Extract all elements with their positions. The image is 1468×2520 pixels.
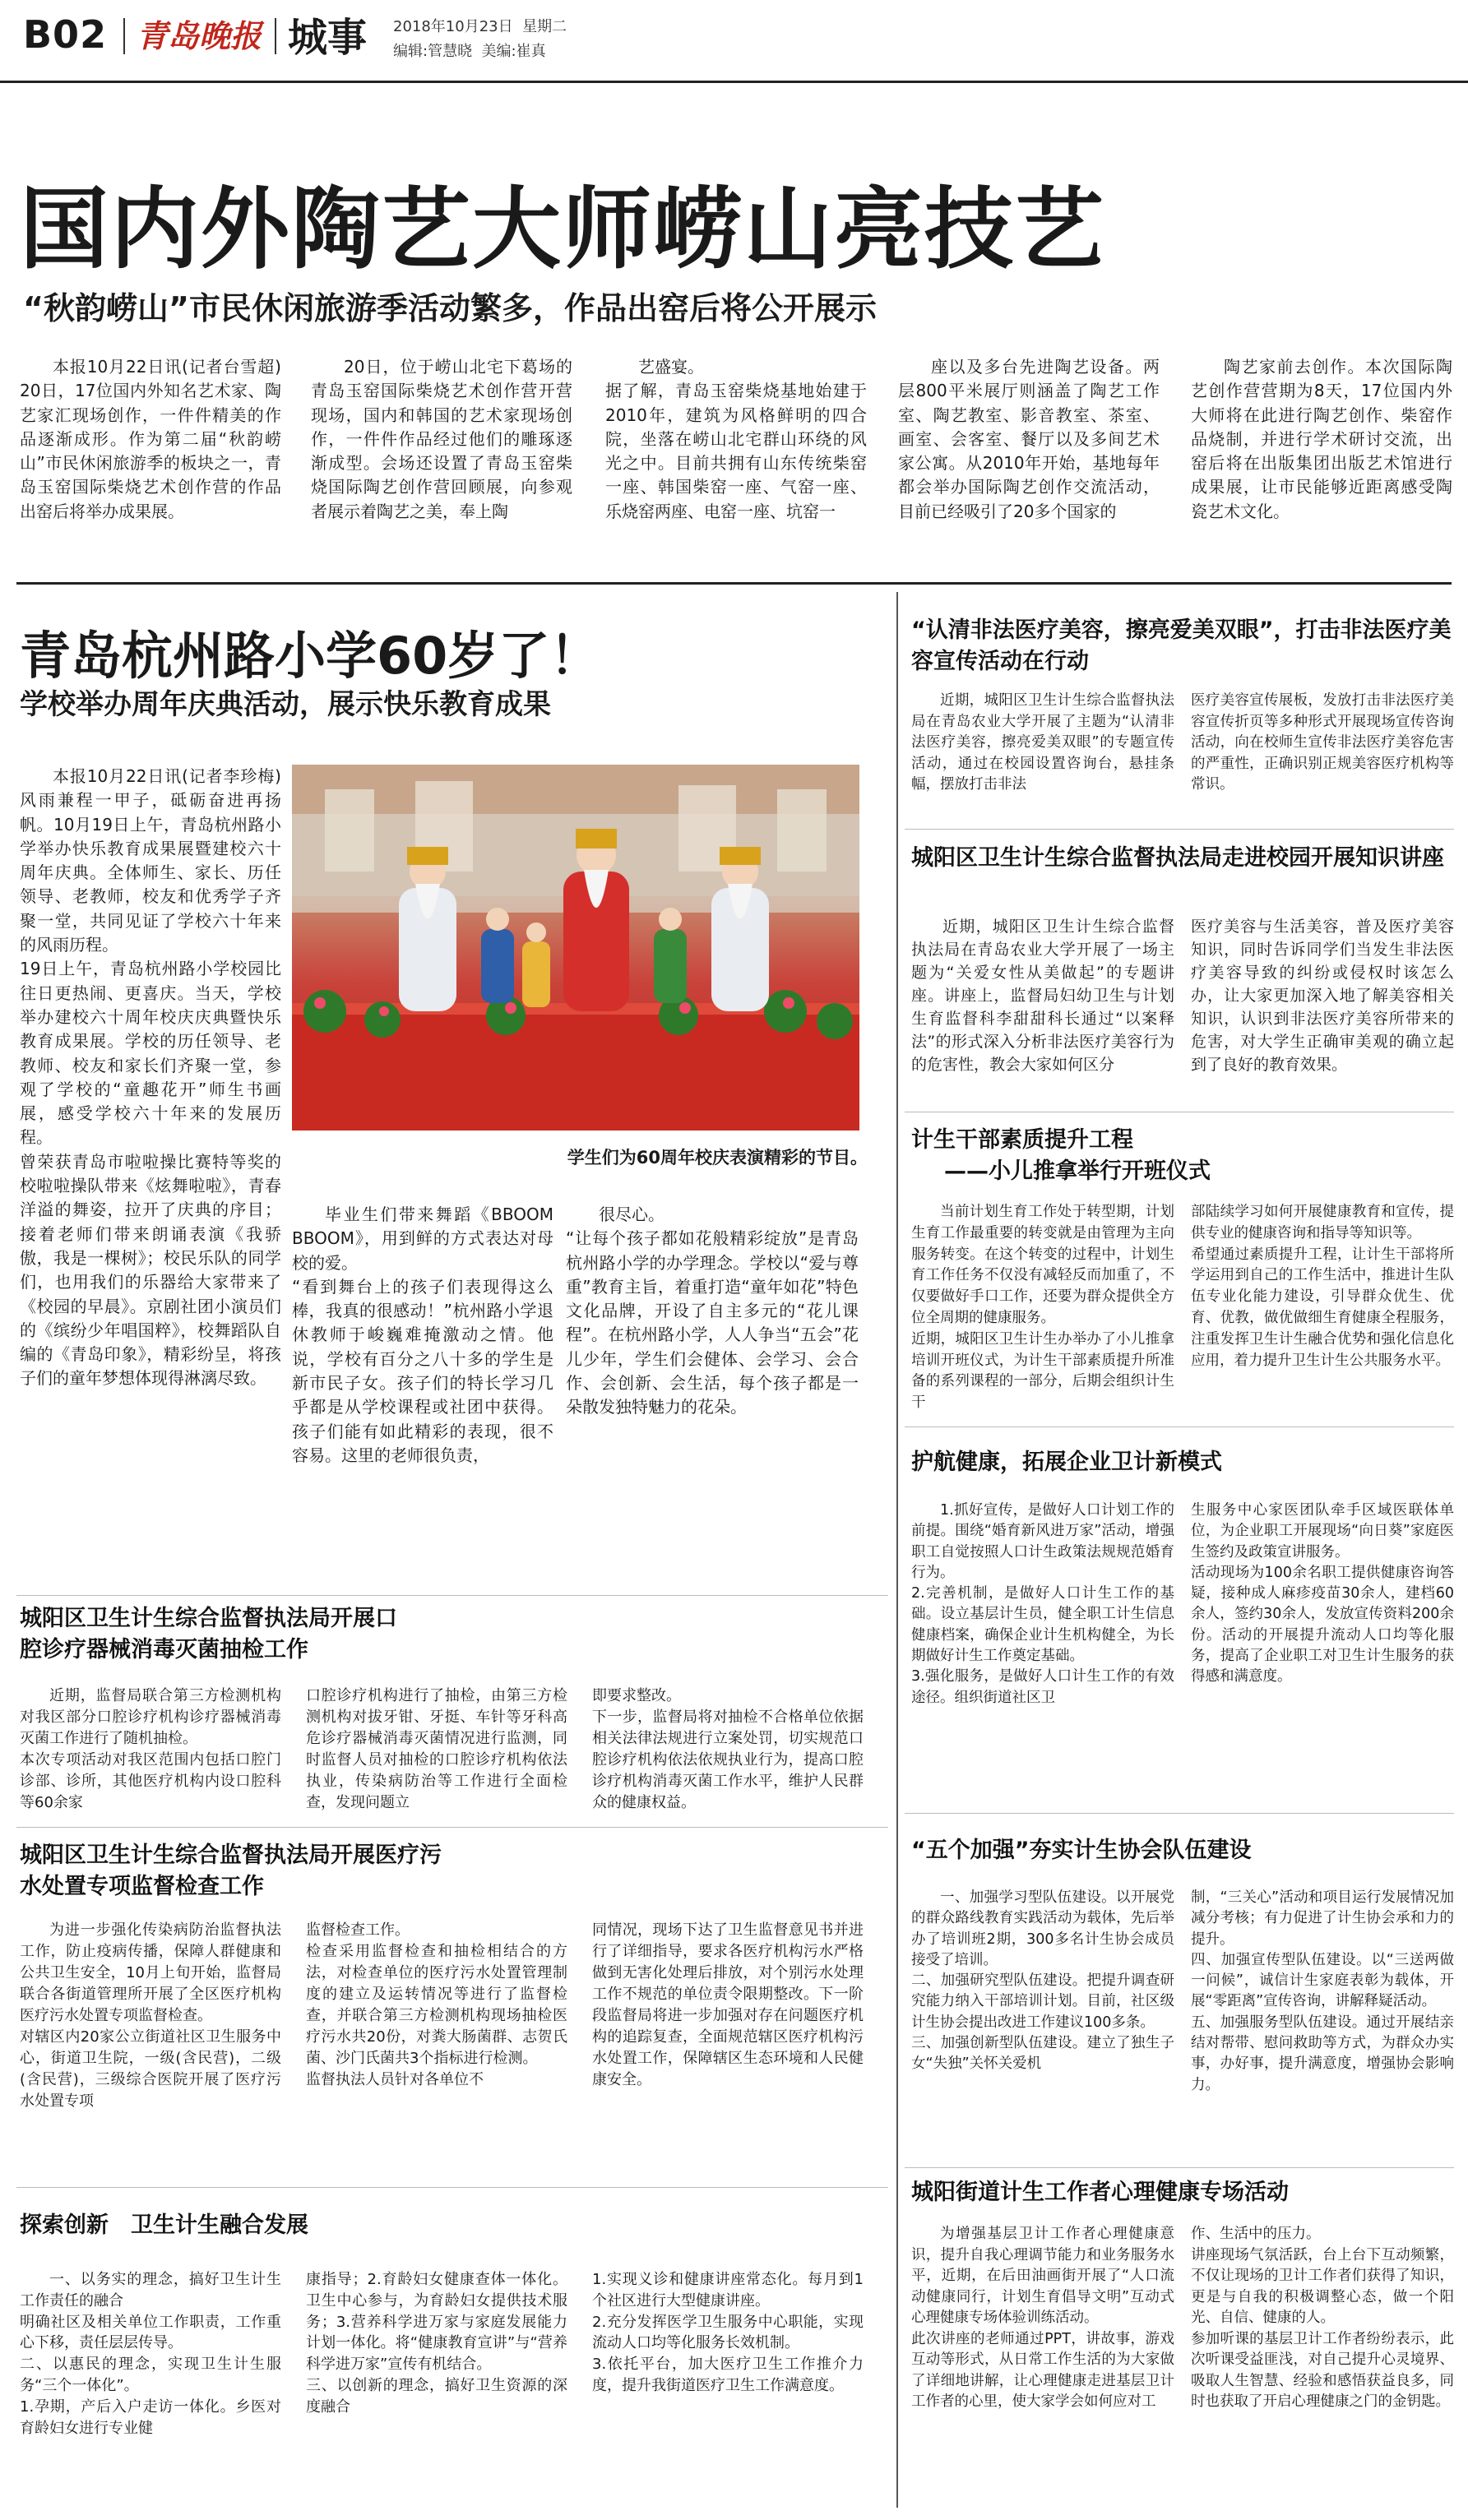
ad1-col-1: 近期，城阳区卫生计生综合监督执法局在青岛农业大学开展了主题为“认清非法医疗美容，擦亮爱美双眼”的专题宣传活动，通过在校园设置咨询台，悬挂条幅，摆放打击非法 [911, 692, 1174, 793]
ad3-col-1: 当前计划生育工作处于转型期，计划生育工作最重要的转变就是由管理为主向服务转变。在这个转变的过程中，计划生育工作任务不仅没有减轻反而加重了，不仅要做好手口工作，还要为群众提供全方位全周期的健康服务。 近期，城阳区卫生计生办举办了小儿推拿培训开班仪式，为计生干部素质提升所准备的系列课程的一部分，后期会组织计生干 [911, 1204, 1174, 1412]
ad3-subtitle: ——小儿推拿举行开班仪式 [944, 1158, 1211, 1184]
ad8-title: 城阳区卫生计生综合监督执法局开展医疗污水处置专项监督检查工作 [20, 1843, 442, 1899]
ad5-rule [905, 2167, 1454, 2168]
masthead [0, 0, 1468, 82]
ad6-col-2: 作、生活中的压力。 讲座现场气氛活跃，台上台下互动频繁，不仅让现场的卫计工作者们获得了知识，更是与自我的积极调整心态，做一个阳光、自信、健康的人。 参加听课的基层卫计工作者纷纷表示，此次听课受益匪浅，对自己提升心灵境界、吸取人生智慧、经验和感悟获益良多，同时也获取了开启心理健康之门的金钥匙。 [1191, 2226, 1454, 2410]
lead-subtitle: “秋韵崂山”市民休闲旅游季活动繁多，作品出窑后将公开展示 [23, 290, 877, 326]
page-number: B02 [23, 12, 108, 57]
ad9-title: 探索创新 卫生计生融合发展 [20, 2213, 308, 2238]
ad3-col-2: 部陆续学习如何开展健康教育和宣传，提供专业的健康咨询和指导等知识等。 希望通过素质提升工程，让计生干部将所学运用到自己的工作生活中，推进计生队伍专业化能力建设，引导群众优生、优育、优教，做优做细生育健康全程服务，注重发挥卫生计生融合优势和强化信息化应用，着力提升卫生计生公共服务水平。 [1191, 1204, 1454, 1369]
ad4-title: 护航健康，拓展企业卫计新模式 [911, 1450, 1222, 1475]
school-col-right: 很尽心。 “让每个孩子都如花般精彩绽放”是青岛杭州路小学的办学理念。学校以“爱与尊重”教育主旨，着重打造“童年如花”特色文化品牌，开设了自主多元的“花儿课程”。在杭州路小学，人人争当“五会”花儿少年，学生们会健体、会学习、会合作、会创新、会生活，每个孩子都是一朵散发独特魅力的花朵。 [566, 1205, 859, 1417]
ad5-col-2: 制，“三关心”活动和项目运行发展情况加减分考核；有力促进了计生协会承和力的提升。 四、加强宣传型队伍建设。以“三送两做一问候”，诚信计生家庭表彰为载体，开展“零距离”宣传咨询，讲解释疑活动。 五、加强服务型队伍建设。通过开展结亲结对帮带、慰问救助等方式，为群众办实事，办好事，提升满意度，增强协会影响力。 [1191, 1889, 1454, 2093]
ad9-col-2: 康指导；2.育龄妇女健康查体一体化。卫生中心参与，为育龄妇女提供技术服务；3.营养科学进万家与家庭发展能力计划一体化。将“健康教育宣讲”与“营养科学进万家”宣传有机结合。 三、以创新的理念，搞好卫生资源的深度融合 [306, 2271, 567, 2416]
ad8-col-1: 为进一步强化传染病防治监督执法工作，防止疫病传播，保障人群健康和公共卫生安全，10月上旬开始，监督局联合各街道管理所开展了全区医疗机构医疗污水处置专项监督检查。 对辖区内20家公立街道社区卫生服务中心，街道卫生院，一级(含民营)，二级(含民营)，三级综合医院开展了医疗污水处置专项 [20, 1921, 281, 2110]
section-name: 城事 [288, 15, 368, 61]
weekday: 星期二 [522, 18, 567, 35]
lead-headline: 国内外陶艺大师崂山亮技艺 [20, 178, 1106, 281]
ad7-top-rule [16, 1595, 888, 1596]
ad8-rule [16, 2187, 888, 2188]
editors [393, 41, 546, 62]
school-photo [292, 765, 859, 1131]
ad7-title: 城阳区卫生计生综合监督执法局开展口腔诊疗器械消毒灭菌抽检工作 [20, 1606, 397, 1662]
ad8-col-2: 监督检查工作。 检查采用监督检查和抽检相结合的方法，对检查单位的医疗污水处置管理制度的建立及运转情况等进行了监督检查，并联合第三方检测机构现场抽检医疗污水共20份，对粪大肠菌群、志贺氏菌、沙门氏菌共3个指标进行检测。 监督执法人员针对各单位不 [306, 1921, 567, 2088]
lead-col-5: 陶艺家前去创作。本次国际陶艺创作营营期为8天，17位国内外大师将在此进行陶艺创作、柴窑作品烧制，并进行学术研讨交流，出窑后将在出版集团出版艺术馆进行成果展，让市民能够近距离感受陶瓷艺术文化。 [1191, 357, 1452, 521]
ad7-col-3: 即要求整改。 下一步，监督局将对抽检不合格单位依据相关法律法规进行立案处罚，切实规范口腔诊疗机构依法依规执业行为，提高口腔诊疗机构消毒灭菌工作水平，维护人民群众的健康权益。 [592, 1687, 864, 1811]
ad1-rule [905, 829, 1454, 830]
ad1-col-2: 医疗美容宣传展板，发放打击非法医疗美容宣传折页等多种形式开展现场宣传咨询活动，向在校师生宣传非法医疗美容危害的严重性，正确识别正规美容医疗机构等常识。 [1191, 692, 1454, 793]
ad2-col-2: 医疗美容与生活美容，普及医疗美容知识，同时告诉同学们当发生非法医疗美容导致的纠纷或侵权时该怎么办，让大家更加深入地了解美容相关知识，认识到非法医疗美容所带来的危害，对大学生正确审美观的确立起到了良好的教育效果。 [1191, 918, 1454, 1074]
ad9-col-1: 一、以务实的理念，搞好卫生计生工作责任的融合 明确社区及相关单位工作职责，工作重心下移，责任层层传导。 二、以惠民的理念，实现卫生计生服务“三个一体化”。 1.孕期，产后入户走访一体化。乡医对育龄妇女进行专业健 [20, 2271, 281, 2437]
ad3-title: 计生干部素质提升工程 [911, 1127, 1133, 1153]
ad6-title: 城阳街道计生工作者心理健康专场活动 [911, 2180, 1289, 2205]
lead-col-2: 20日，位于崂山北宅下葛场的青岛玉窑国际柴烧艺术创作营开营现场，国内和韩国的艺术家现场创作，一件件作品经过他们的雕琢逐渐成型。会场还设置了青岛玉窑柴烧国际陶艺创作营回顾展，向参观者展示着陶艺之美，奉上陶 [311, 357, 572, 521]
designer: 美编:崔真 [481, 43, 546, 60]
editor: 编辑:管慧晓 [393, 43, 473, 60]
date: 2018年10月23日 [393, 18, 513, 35]
column-divider [896, 592, 898, 2508]
ad6-col-1: 为增强基层卫计工作者心理健康意识，提升自我心理调节能力和业务服务水平，近期，在后田油画街开展了“人口流动健康同行，计划生育倡导文明”互动式心理健康专场体验训练活动。 此次讲座的老师通过PPT，讲故事，游戏互动等形式，从日常工作生活的为大家做了详细地讲解，让心理健康走进基层卫计工作者的心里，使大家学会如何应对工 [911, 2226, 1174, 2410]
lead-col-1: 本报10月22日讯(记者台雪超) 20日，17位国内外知名艺术家、陶艺家汇现场创作，一件件精美的作品逐渐成形。作为第二届“秋韵崂山”市民休闲旅游季的板块之一，青岛玉窑国际柴烧艺术创作营的作品出窑后将举办成果展。 [20, 357, 281, 521]
ad8-col-3: 同情况，现场下达了卫生监督意见书并进行了详细指导，要求各医疗机构污水严格做到无害化处理后排放，对个别污水处理工作不规范的单位责令限期整改。下一阶段监督局将进一步加强对存在问题医疗机构的追踪复查，全面规范辖区医疗机构污水处置工作，保障辖区生态环境和人民健康安全。 [592, 1921, 864, 2088]
photo-caption: 学生们为60周年校庆表演精彩的节目。 [567, 1148, 868, 1168]
ad7-col-1: 近期，监督局联合第三方检测机构对我区部分口腔诊疗机构诊疗器械消毒灭菌工作进行了随机抽检。 本次专项活动对我区范围内包括口腔门诊部、诊所，其他医疗机构内设口腔科等60余家 [20, 1687, 281, 1811]
ad2-col-1: 近期，城阳区卫生计生综合监督执法局在青岛农业大学开展了一场主题为“关爱女性从美做起”的专题讲座。讲座上，监督局妇幼卫生与计划生育监督科李甜甜科长通过“以案释法”的形式深入分析非法医疗美容行为的危害性，教会大家如何区分 [911, 918, 1174, 1074]
school-subtitle: 学校举办周年庆典活动，展示快乐教育成果 [20, 688, 551, 721]
ad2-title: 城阳区卫生计生综合监督执法局走进校园开展知识讲座 [911, 845, 1444, 871]
school-col-left: 本报10月22日讯(记者李珍梅) 风雨兼程一甲子，砥砺奋进再扬帆。10月19日上午，青岛杭州路小学举办快乐教育成果展暨建校六十周年庆典。全体师生、家长、历任领导、老教师，校友和优秀学子齐聚一堂，共同见证了学校六十年来的风雨历程。 19日上午，青岛杭州路小学校园比往日更热闹、更喜庆。当天，学校举办建校六十周年校庆庆典暨快乐教育成果展。学校的历任领导、老教师、校友和家长们齐聚一堂，参观了学校的“童趣花开”师生书画展，感受学校六十年来的发展历程。 曾荣获青岛市啦啦操比赛特等奖的校啦啦操队带来《炫舞啦啦》，青春洋溢的舞姿，拉开了庆典的序目；接着老师们带来朗诵表演《我骄傲，我是一棵树》；校民乐队的同学们，也用我们的乐器给大家带来了《校园的早晨》。京剧社团小演员们的《缤纷少年唱国粹》，校舞蹈队自编的《青岛印象》，精彩纷呈，将孩子们的童年梦想体现得淋漓尽致。 [20, 766, 281, 1389]
masthead-rule [0, 81, 1468, 83]
school-headline: 青岛杭州路小学60岁了！ [20, 626, 601, 686]
paper-logo: 青岛晚报 [137, 17, 262, 54]
school-col-mid: 毕业生们带来舞蹈《BBOOM BBOOM》，用到鲜的方式表达对母校的爱。 “看到舞台上的孩子们表现得这么棒，我真的很感动！”杭州路小学退休教师于峻巍难掩激动之情。他说，学校有百分之八十多的学生是新市民子女。孩子们的特长学习几乎都是从学校课程或社团中获得。孩子们能有如此精彩的表现，很不容易。这里的老师很负责， [292, 1205, 553, 1465]
ad5-col-1: 一、加强学习型队伍建设。以开展党的群众路线教育实践活动为载体，先后举办了培训班2期，300多名计生协会成员接受了培训。 二、加强研究型队伍建设。把提升调查研究能力纳入干部培训计划。目前，社区级计生协会提出改进工作建议100多条。 三、加强创新型队伍建设。建立了独生子女“失独”关怀关爱机 [911, 1889, 1174, 2073]
ad4-rule [905, 1813, 1454, 1814]
ad1-title: “认清非法医疗美容，擦亮爱美双眼”，打击非法医疗美容宣传活动在行动 [911, 617, 1452, 674]
ad3-rule [905, 1426, 1454, 1427]
lead-col-4: 座以及多台先进陶艺设备。两层800平米展厅则涵盖了陶艺工作室、陶艺教室、影音教室、茶室、画室、会客室、餐厅以及多间艺术家公寓。从2010年开始，基地每年都会举办国际陶艺创作交流活动，目前已经吸引了20多个国家的 [898, 357, 1160, 521]
ad7-col-2: 口腔诊疗机构进行了抽检，由第三方检测机构对拔牙钳、牙挺、车针等牙科高危诊疗器械消毒灭菌情况进行监测，同时监督人员对抽检的口腔诊疗机构依法执业，传染病防治等工作进行全面检查，发现问题立 [306, 1687, 567, 1811]
issue-date [393, 16, 567, 38]
stage-illustration [292, 765, 859, 1131]
ad4-col-2: 生服务中心家医团队牵手区域医联体单位，为企业职工开展现场“向日葵”家庭医生签约及政策宣讲服务。 活动现场为100余名职工提供健康咨询答疑，接种成人麻疹疫苗30余人，建档60余人，签约30余人，发放宣传资料200余份。活动的开展提升流动人口均等化服务，提高了企业职工对卫生计生服务的获得感和满意度。 [1191, 1502, 1454, 1685]
ad7-rule [16, 1827, 888, 1828]
lead-bottom-rule [16, 582, 1452, 585]
ad9-col-3: 1.实现义诊和健康讲座常态化。每月到1个社区进行大型健康讲座。 2.充分发挥医学卫生服务中心职能，实现流动人口均等化服务长效机制。 3.依托平台，加大医疗卫生工作推介力度，提升我街道医疗卫生工作满意度。 [592, 2271, 864, 2394]
ad4-col-1: 1.抓好宣传，是做好人口计划工作的前提。围绕“婚育新风进万家”活动，增强职工自觉按照人口计生政策法规规范婚育行为。 2.完善机制，是做好人口计生工作的基础。设立基层计生员，健全职工计生信息健康档案，确保企业计生机构健全，为长期做好计生工作奠定基础。 3.强化服务，是做好人口计生工作的有效途径。组织街道社区卫 [911, 1502, 1174, 1706]
lead-col-3: 艺盛宴。 据了解，青岛玉窑柴烧基地始建于2010年，建筑为风格鲜明的四合院，坐落在崂山北宅群山环绕的风光之中。目前共拥有山东传统柴窑一座、韩国柴窑一座、气窑一座、乐烧窑两座、电窑一座、坑窑一 [605, 357, 867, 521]
ad5-title: “五个加强”夯实计生协会队伍建设 [911, 1838, 1252, 1863]
